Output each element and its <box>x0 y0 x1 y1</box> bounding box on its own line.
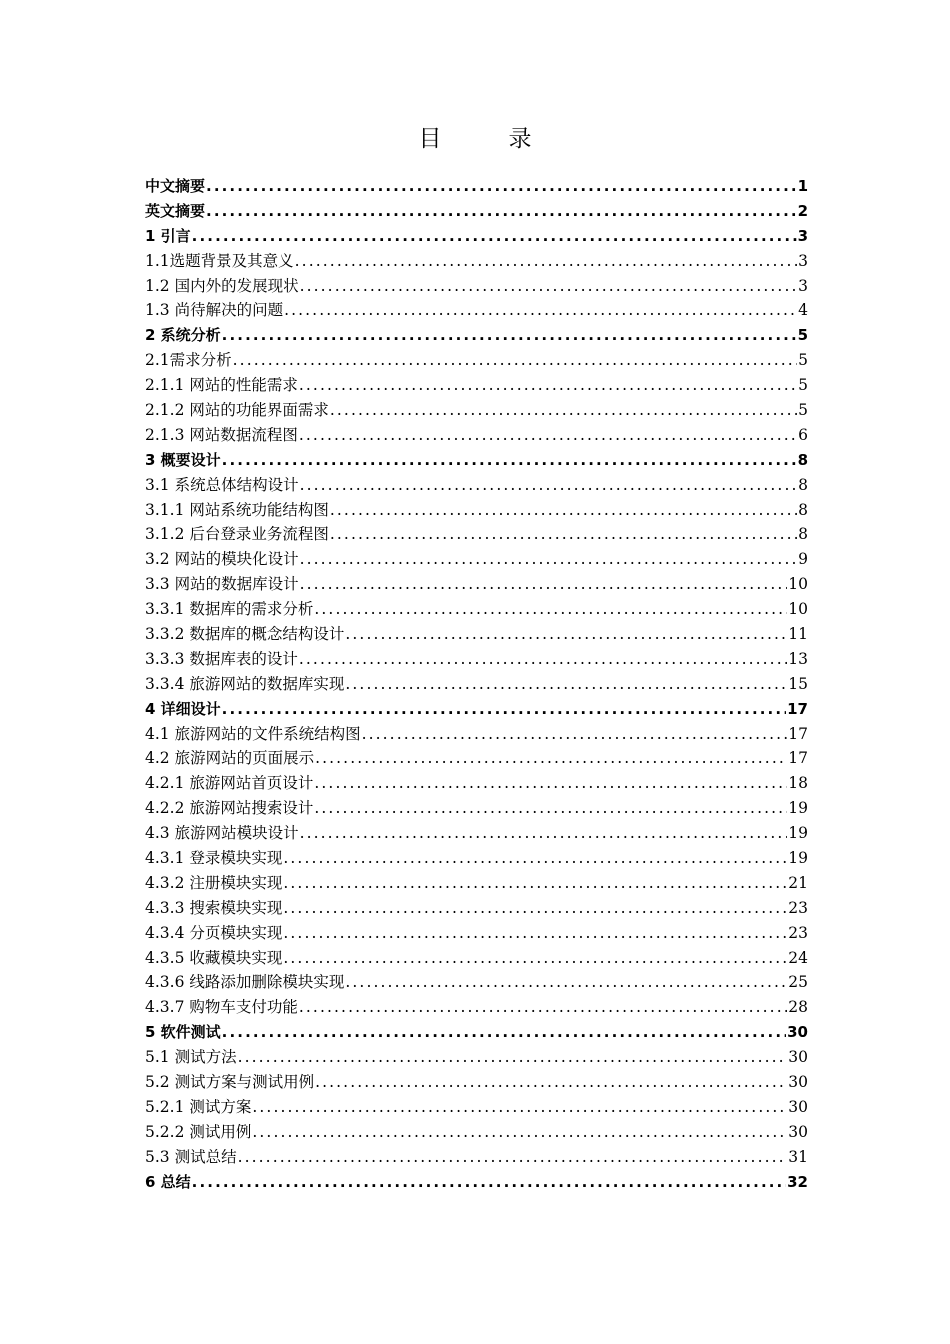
page-title: 目 录 <box>418 126 554 152</box>
dot-leader <box>238 1145 788 1170</box>
toc-entry-page-number: 8 <box>797 450 808 469</box>
dot-leader <box>300 821 788 846</box>
dot-leader <box>283 921 787 946</box>
toc-entry-label: 4.3.7 购物车支付功能 <box>145 998 298 1017</box>
toc-entry[interactable] <box>145 647 808 672</box>
toc-entry[interactable] <box>145 174 808 199</box>
toc-entry-page-number: 10 <box>788 575 808 594</box>
toc-entry[interactable] <box>145 298 808 323</box>
dot-leader <box>299 995 787 1020</box>
toc-entry[interactable] <box>145 672 808 697</box>
dot-leader <box>222 323 797 348</box>
toc-entry-label: 4.3.6 线路添加删除模块实现 <box>145 973 345 992</box>
toc-entry-page-number: 8 <box>798 475 808 494</box>
toc-entry-page-number: 32 <box>787 1172 808 1191</box>
toc-entry[interactable] <box>145 622 808 647</box>
toc-entry-label: 英文摘要 <box>145 201 206 220</box>
toc-entry-label: 2.1.2 网站的功能界面需求 <box>145 401 329 419</box>
dot-leader <box>192 224 797 249</box>
dot-leader <box>362 722 788 747</box>
toc-entry[interactable] <box>145 1045 808 1070</box>
dot-leader <box>295 249 797 274</box>
toc-entry[interactable] <box>145 1170 808 1195</box>
toc-entry-page-number: 9 <box>798 550 808 569</box>
toc-entry-page-number: 30 <box>788 1097 808 1116</box>
toc-entry-label: 2.1.1 网站的性能需求 <box>145 376 298 395</box>
toc-entry[interactable] <box>145 1070 808 1095</box>
toc-entry[interactable] <box>145 423 808 448</box>
toc-entry[interactable] <box>145 971 808 996</box>
dot-leader <box>300 274 798 299</box>
toc-entry-page-number: 5 <box>797 326 808 345</box>
dot-leader <box>330 498 797 523</box>
toc-entry-label: 3 概要设计 <box>145 450 221 469</box>
dot-leader <box>299 373 797 398</box>
toc-entry-label: 5.1 测试方法 <box>145 1048 237 1067</box>
toc-entry[interactable] <box>145 871 808 896</box>
dot-leader <box>330 398 797 423</box>
toc-entry-label: 4 详细设计 <box>145 699 221 718</box>
toc-entry-label: 2 系统分析 <box>145 326 221 345</box>
toc-entry-page-number: 24 <box>788 948 808 967</box>
toc-entry-page-number: 3 <box>798 251 808 270</box>
toc-entry-page-number: 15 <box>788 674 808 693</box>
toc-entry-label: 3.1 系统总体结构设计 <box>145 475 299 494</box>
toc-entry-page-number: 23 <box>788 923 808 942</box>
dot-leader <box>222 697 786 722</box>
toc-entry-page-number: 31 <box>788 1147 808 1166</box>
toc-entry[interactable] <box>145 1120 808 1145</box>
toc-entry-page-number: 5 <box>798 351 808 370</box>
toc-entry[interactable] <box>145 323 808 348</box>
toc-entry-page-number: 17 <box>788 724 808 743</box>
toc-entry[interactable] <box>145 771 808 796</box>
toc-entry-label: 3.3.3 数据库表的设计 <box>145 649 298 668</box>
toc-entry-page-number: 11 <box>788 625 808 644</box>
toc-entry[interactable] <box>145 995 808 1020</box>
toc-entry-page-number: 5 <box>798 376 808 395</box>
toc-entry-page-number: 23 <box>788 898 808 917</box>
toc-entry-label: 4.1 旅游网站的文件系统结构图 <box>145 724 361 743</box>
dot-leader <box>315 746 787 771</box>
toc-entry-label: 3.2 网站的模块化设计 <box>145 550 299 569</box>
toc-entry-page-number: 30 <box>788 1048 808 1067</box>
toc-entry-label: 2.1需求分析 <box>145 351 232 370</box>
toc-entry[interactable] <box>145 946 808 971</box>
toc-entry-page-number: 25 <box>788 973 808 992</box>
toc-entry-label: 3.1.2 后台登录业务流程图 <box>145 525 329 544</box>
toc-entry-page-number: 5 <box>798 401 808 419</box>
dot-leader <box>252 1095 787 1120</box>
toc-entry-label: 4.3 旅游网站模块设计 <box>145 824 299 843</box>
toc-entry-page-number: 13 <box>788 649 808 668</box>
toc-entry[interactable] <box>145 249 808 274</box>
toc-entry-label: 3.1.1 网站系统功能结构图 <box>145 500 329 519</box>
toc-entry-page-number: 8 <box>798 500 808 519</box>
toc-entry-page-number: 2 <box>797 201 808 220</box>
toc-entry[interactable] <box>145 796 808 821</box>
toc-entry[interactable] <box>145 697 808 722</box>
toc-entry[interactable] <box>145 921 808 946</box>
dot-leader <box>314 771 787 796</box>
toc-entry-label: 4.3.1 登录模块实现 <box>145 849 283 868</box>
toc-entry-label: 1 引言 <box>145 226 191 245</box>
dot-leader <box>206 199 797 224</box>
toc-entry-page-number: 30 <box>788 1122 808 1141</box>
toc-entry-page-number: 1 <box>797 176 808 195</box>
toc-entry[interactable] <box>145 722 808 747</box>
toc-entry[interactable] <box>145 846 808 871</box>
toc-entry[interactable] <box>145 896 808 921</box>
toc-entry-page-number: 6 <box>798 425 808 444</box>
dot-leader <box>233 348 797 373</box>
toc-entry[interactable] <box>145 1095 808 1120</box>
toc-entry-page-number: 19 <box>788 824 808 843</box>
toc-entry-label: 1.2 国内外的发展现状 <box>145 276 299 295</box>
toc-entry-label: 5.2.2 测试用例 <box>145 1122 252 1141</box>
toc-entry[interactable] <box>145 597 808 622</box>
toc-entry[interactable] <box>145 572 808 597</box>
toc-entry-page-number: 19 <box>788 849 808 868</box>
toc-entry-label: 4.3.5 收藏模块实现 <box>145 948 283 967</box>
dot-leader <box>283 946 787 971</box>
dot-leader <box>283 871 787 896</box>
toc-entry-page-number: 17 <box>788 749 808 768</box>
toc-entry-label: 5.3 测试总结 <box>145 1147 237 1166</box>
dot-leader <box>345 672 787 697</box>
toc-entry[interactable] <box>145 448 808 473</box>
toc-entry-label: 中文摘要 <box>145 176 206 195</box>
dot-leader <box>345 970 787 995</box>
dot-leader <box>330 522 797 547</box>
toc-entry[interactable] <box>145 746 808 771</box>
toc-entry[interactable] <box>145 821 808 846</box>
toc-entry[interactable] <box>145 373 808 398</box>
toc-entry-label: 4.3.4 分页模块实现 <box>145 923 283 942</box>
toc-entry-label: 1.3 尚待解决的问题 <box>145 301 284 320</box>
toc-entry-label: 4.2 旅游网站的页面展示 <box>145 749 315 768</box>
toc-entry-label: 3.3 网站的数据库设计 <box>145 575 299 594</box>
toc-entry[interactable] <box>145 547 808 572</box>
toc-entry-page-number: 10 <box>788 600 808 619</box>
table-of-contents <box>145 174 808 1195</box>
toc-entry-label: 2.1.3 网站数据流程图 <box>145 425 298 444</box>
dot-leader <box>299 423 797 448</box>
toc-entry-page-number: 28 <box>788 998 808 1017</box>
toc-entry[interactable] <box>145 498 808 523</box>
toc-entry-label: 5.2.1 测试方案 <box>145 1097 252 1116</box>
toc-entry-page-number: 19 <box>788 799 808 818</box>
dot-leader <box>238 1045 788 1070</box>
toc-entry[interactable] <box>145 1145 808 1170</box>
toc-entry-label: 5 软件测试 <box>145 1023 221 1042</box>
dot-leader <box>300 547 798 572</box>
toc-entry-page-number: 30 <box>787 1023 808 1042</box>
toc-entry-label: 3.3.4 旅游网站的数据库实现 <box>145 674 345 693</box>
dot-leader <box>283 846 787 871</box>
toc-entry[interactable] <box>145 473 808 498</box>
dot-leader <box>314 597 787 622</box>
toc-entry-label: 4.3.3 搜索模块实现 <box>145 898 283 917</box>
dot-leader <box>222 1020 786 1045</box>
toc-entry-page-number: 3 <box>798 276 808 295</box>
dot-leader <box>252 1120 787 1145</box>
toc-entry-page-number: 18 <box>788 774 808 793</box>
toc-entry-page-number: 8 <box>798 525 808 544</box>
toc-entry-page-number: 4 <box>798 301 808 320</box>
toc-entry-label: 3.3.1 数据库的需求分析 <box>145 600 314 619</box>
toc-entry-page-number: 3 <box>797 226 808 245</box>
toc-entry[interactable] <box>145 199 808 224</box>
toc-entry-label: 1.1选题背景及其意义 <box>145 251 294 270</box>
dot-leader <box>314 796 787 821</box>
dot-leader <box>206 174 797 199</box>
toc-entry-page-number: 30 <box>788 1073 808 1092</box>
toc-entry[interactable] <box>145 274 808 299</box>
dot-leader <box>222 448 797 473</box>
toc-entry[interactable] <box>145 522 808 547</box>
toc-entry[interactable] <box>145 1020 808 1045</box>
dot-leader <box>284 298 797 323</box>
toc-entry[interactable] <box>145 398 808 423</box>
dot-leader <box>315 1070 787 1095</box>
toc-entry-label: 4.2.2 旅游网站搜索设计 <box>145 799 314 818</box>
toc-entry-page-number: 17 <box>787 699 808 718</box>
toc-entry-label: 4.3.2 注册模块实现 <box>145 873 283 892</box>
toc-entry-label: 6 总结 <box>145 1172 191 1191</box>
toc-entry-label: 3.3.2 数据库的概念结构设计 <box>145 625 345 644</box>
toc-entry[interactable] <box>145 224 808 249</box>
toc-entry[interactable] <box>145 348 808 373</box>
toc-entry-label: 5.2 测试方案与测试用例 <box>145 1073 315 1092</box>
dot-leader <box>345 622 787 647</box>
dot-leader <box>299 647 787 672</box>
toc-entry-page-number: 21 <box>788 873 808 892</box>
dot-leader <box>300 572 788 597</box>
toc-entry-label: 4.2.1 旅游网站首页设计 <box>145 774 314 793</box>
dot-leader <box>192 1170 786 1195</box>
dot-leader <box>283 896 787 921</box>
dot-leader <box>300 473 798 498</box>
